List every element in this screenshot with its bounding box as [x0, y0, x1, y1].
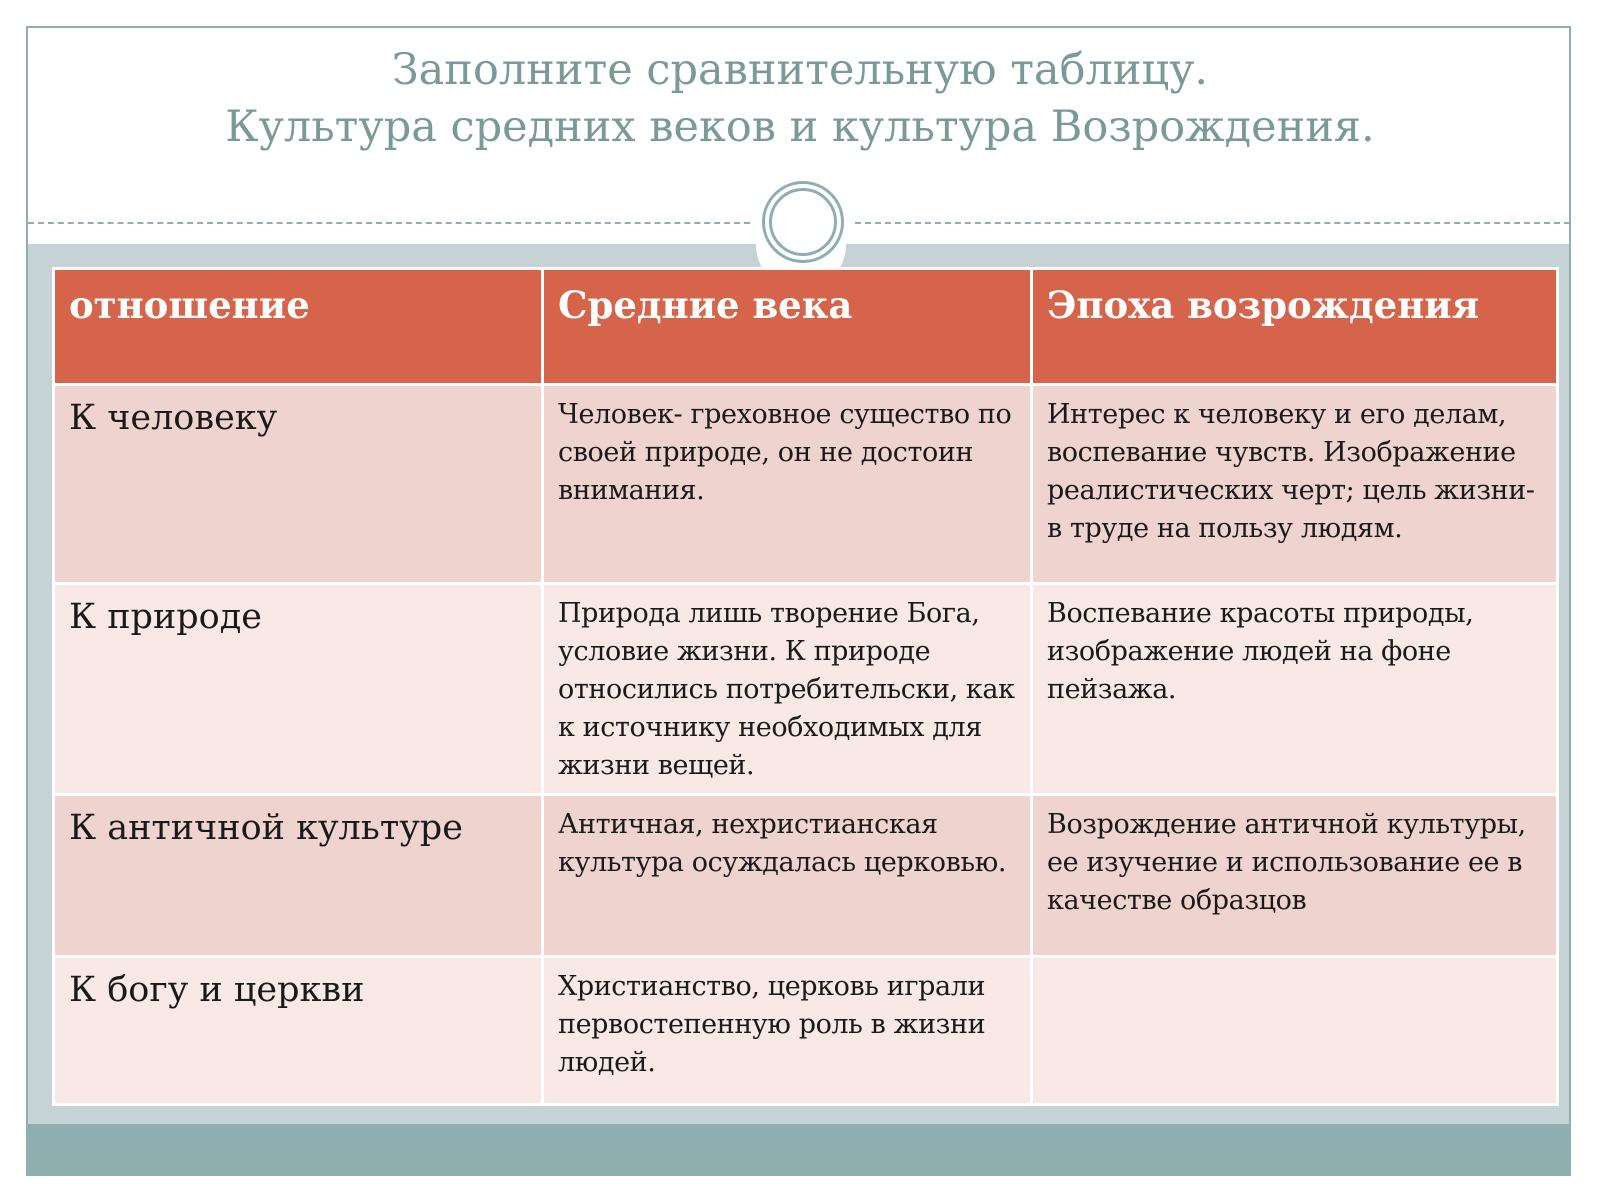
row-renaissance: Возрождение античной культуры, ее изучение и использование ее в качестве образцов [1032, 795, 1558, 957]
table-row [54, 584, 1558, 795]
row-renaissance [1032, 957, 1558, 1105]
row-aspect: К богу и церкви [54, 957, 543, 1105]
header-renaissance: Эпоха возрождения [1032, 269, 1558, 385]
header-aspect: отношение [54, 269, 543, 385]
table-row [54, 957, 1558, 1105]
row-middle-ages: Античная, нехристианская культура осуждалась церковью. [543, 795, 1032, 957]
header-middle-ages: Средние века [543, 269, 1032, 385]
footer-bar [28, 1124, 1569, 1174]
table-row [54, 385, 1558, 584]
comparison-table [52, 267, 1559, 1106]
title-line-2: Культура средних веков и культура Возрождения. [225, 102, 1375, 152]
row-aspect: К природе [54, 584, 543, 795]
row-renaissance: Интерес к человеку и его делам, воспевание чувств. Изображение реалистических черт; цель жизни- в труде на пользу людям. [1032, 385, 1558, 584]
row-middle-ages: Человек- греховное существо по своей природе, он не достоин внимания. [543, 385, 1032, 584]
row-aspect: К человеку [54, 385, 543, 584]
table-row [54, 795, 1558, 957]
divider-left [28, 222, 750, 224]
row-middle-ages: Природа лишь творение Бога, условие жизни. К природе относились потребительски, как к источнику необходимых для жизни вещей. [543, 584, 1032, 795]
row-renaissance: Воспевание красоты природы, изображение людей на фоне пейзажа. [1032, 584, 1558, 795]
slide-title [30, 42, 1570, 156]
row-aspect: К античной культуре [54, 795, 543, 957]
inner-circle-ornament [769, 188, 837, 256]
title-line-1: Заполните сравнительную таблицу. [391, 45, 1209, 95]
table-header-row [54, 269, 1558, 385]
divider-right [855, 222, 1570, 224]
row-middle-ages: Христианство, церковь играли первостепенную роль в жизни людей. [543, 957, 1032, 1105]
